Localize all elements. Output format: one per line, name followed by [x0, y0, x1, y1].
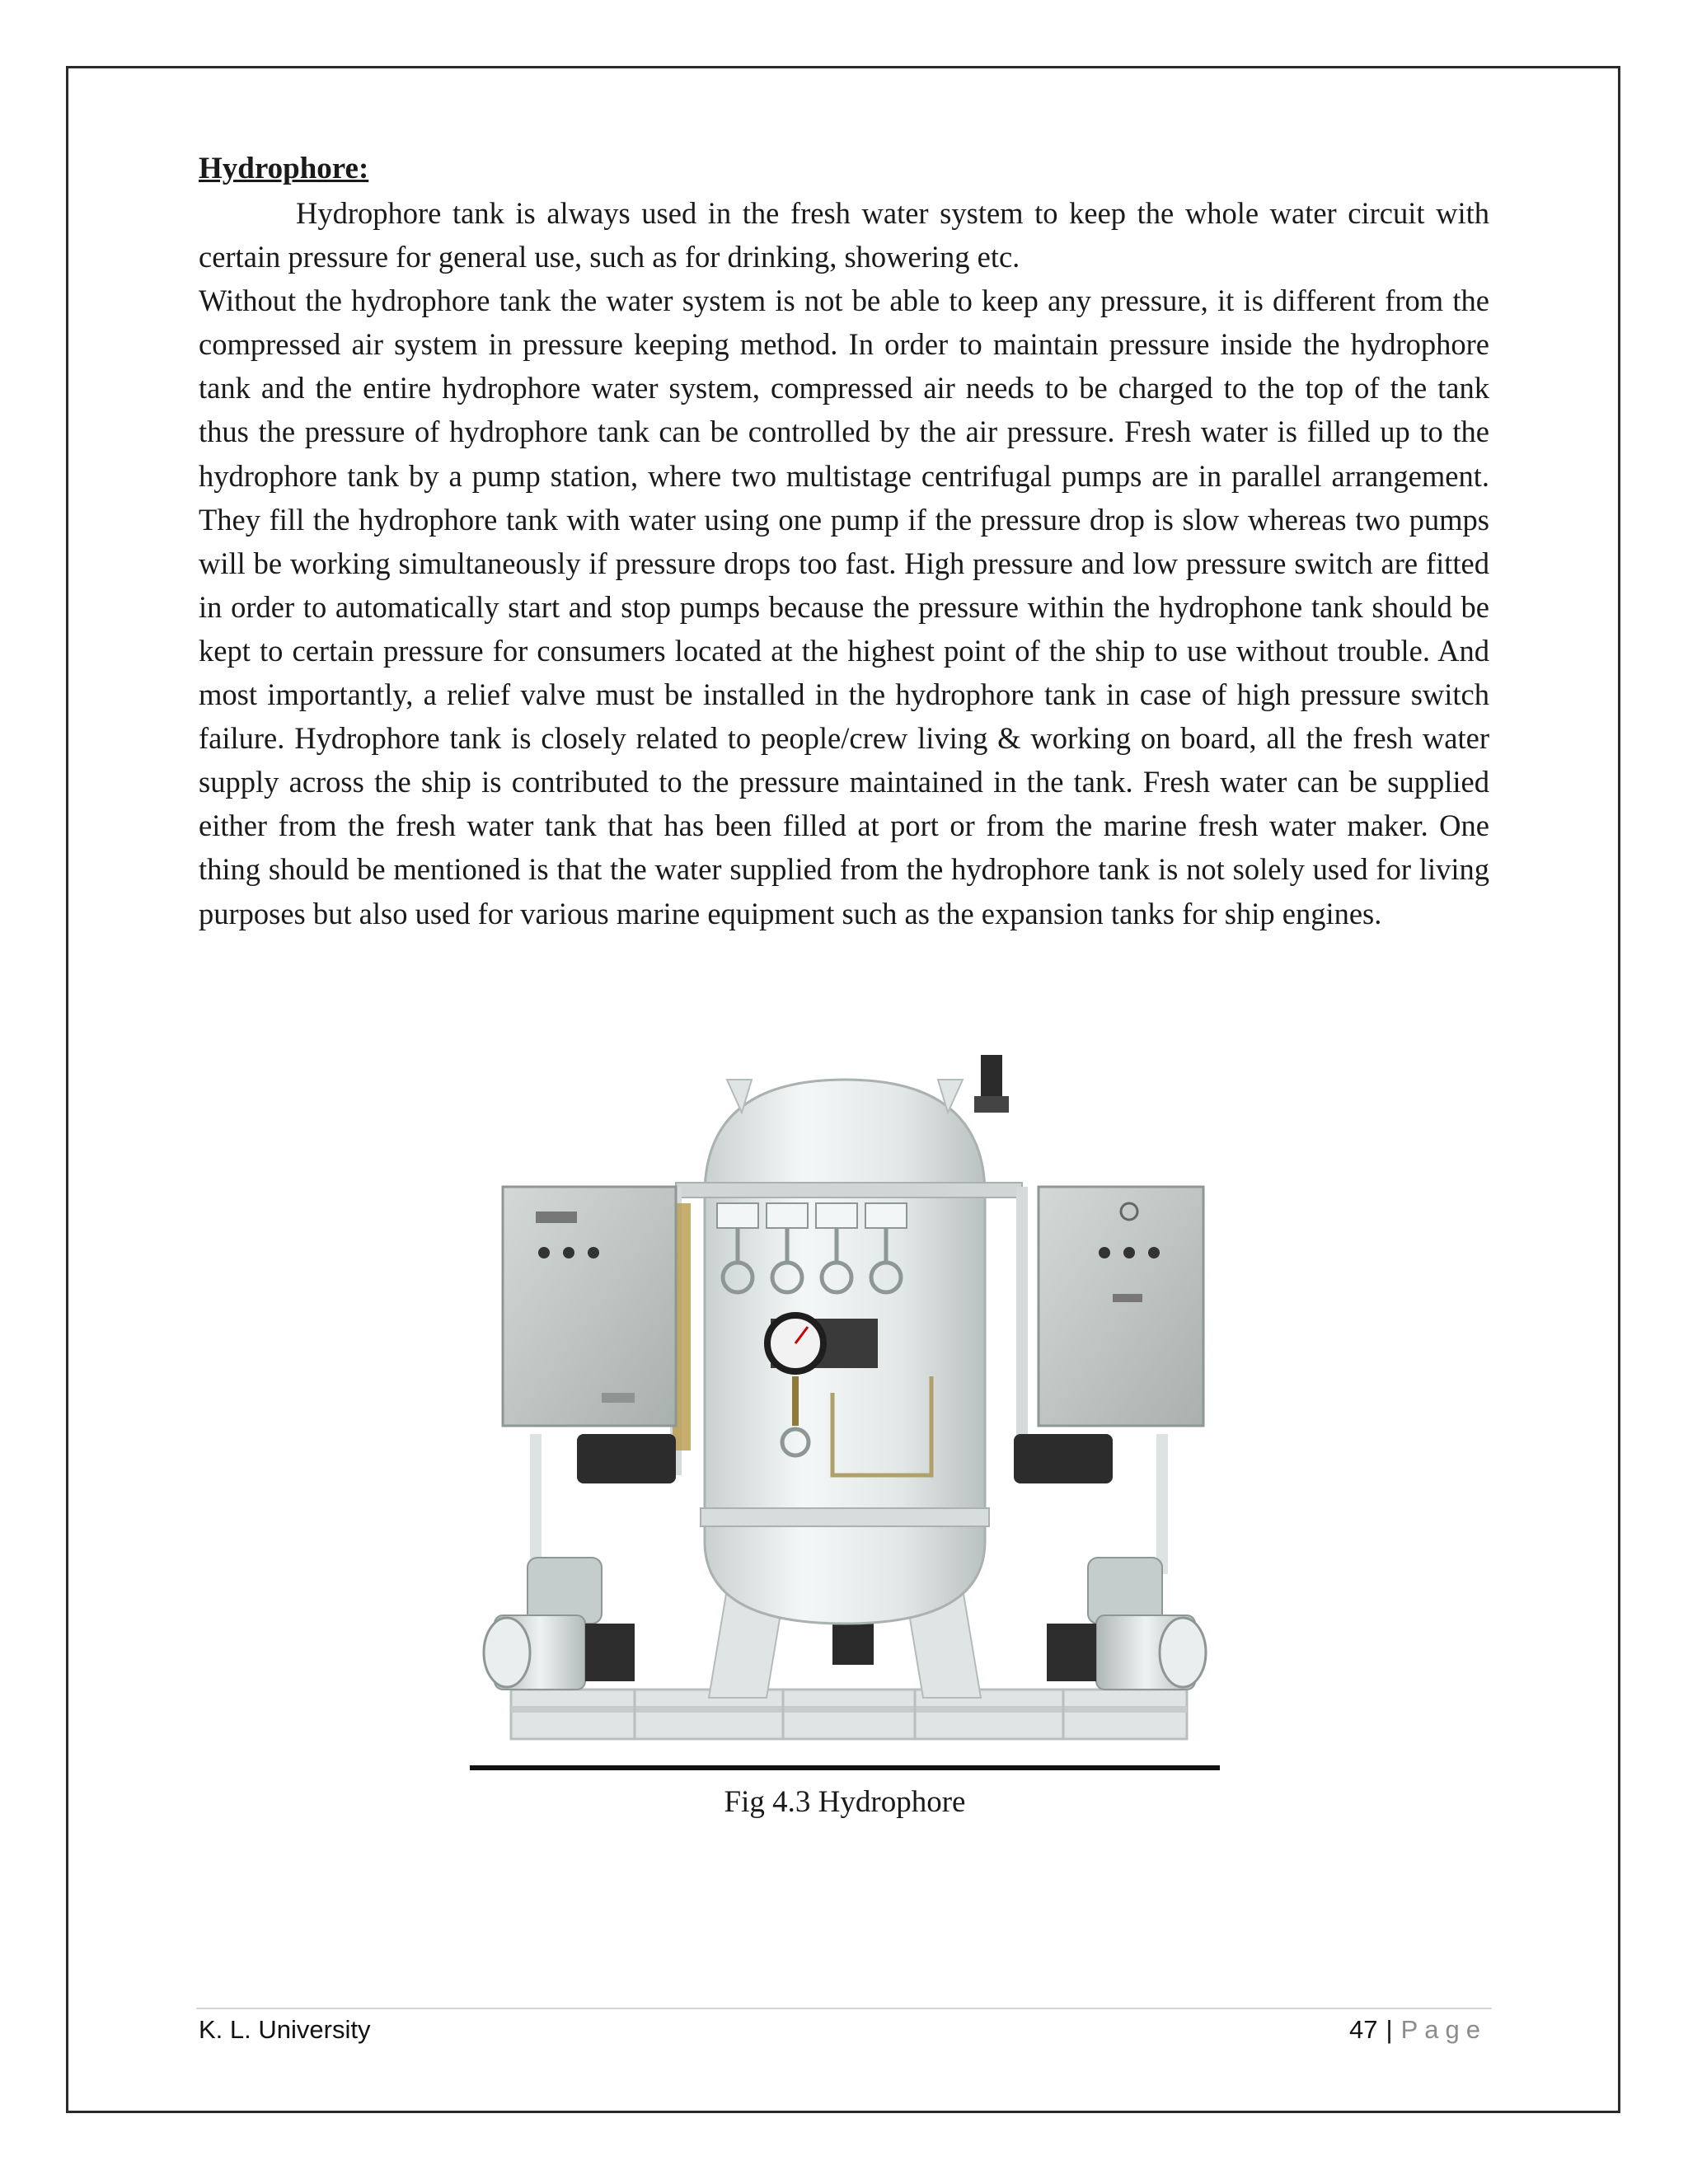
footer-institution: K. L. University [199, 2015, 371, 2044]
paragraph-intro: Hydrophore tank is always used in the fresh water system to keep the whole water circuit with certain pressure for general use, such as for drinking, showering etc. [199, 196, 1489, 274]
figure-caption: Fig 4.3 Hydrophore [724, 1785, 966, 1819]
hydrophore-figure [470, 1047, 1220, 1772]
footer-page-info [1349, 2011, 1487, 2049]
page-label: Page [1400, 2015, 1487, 2044]
footer-divider [196, 2008, 1492, 2009]
page-separator: | [1386, 2015, 1393, 2044]
paragraph-main: Without the hydrophore tank the water system is not be able to keep any pressure, it is different from the compressed air system in pressure keeping method. In order to maintain pressure inside the hydrophore tank and the entire hydrophore water system, compressed air needs to be charged to the top of the tank thus the pressure of hydrophore tank can be controlled by the air pressure. Fresh water is filled up to the hydrophore tank by a pump station, where two multistage centrifugal pumps are in parallel arrangement. They fill the hydrophore tank with water using one pump if the pressure drop is slow whereas two pumps will be working simultaneously if pressure drops too fast. High pressure and low pressure switch are fitted in order to automatically start and stop pumps because the pressure within the hydrophone tank should be kept to certain pressure for consumers located at the highest point of the ship to use without trouble. And most importantly, a relief valve must be installed in the hydrophore tank in case of high pressure switch failure. Hydrophore tank is closely related to people/crew living & working on board, all the fresh water supply across the ship is contributed to the pressure maintained in the tank. Fresh water can be supplied either from the fresh water tank that has been filled at port or from the marine fresh water maker. One thing should be mentioned is that the water supplied from the hydrophore tank is not solely used for living purposes but also used for various marine equipment such as the expansion tanks for ship engines. [199, 284, 1489, 930]
hydrophore-illustration [470, 1047, 1220, 1772]
section-heading: Hydrophore: [199, 152, 369, 185]
page-number: 47 [1349, 2015, 1378, 2044]
document-body [199, 147, 1489, 935]
figure-rule [470, 1765, 1220, 1770]
